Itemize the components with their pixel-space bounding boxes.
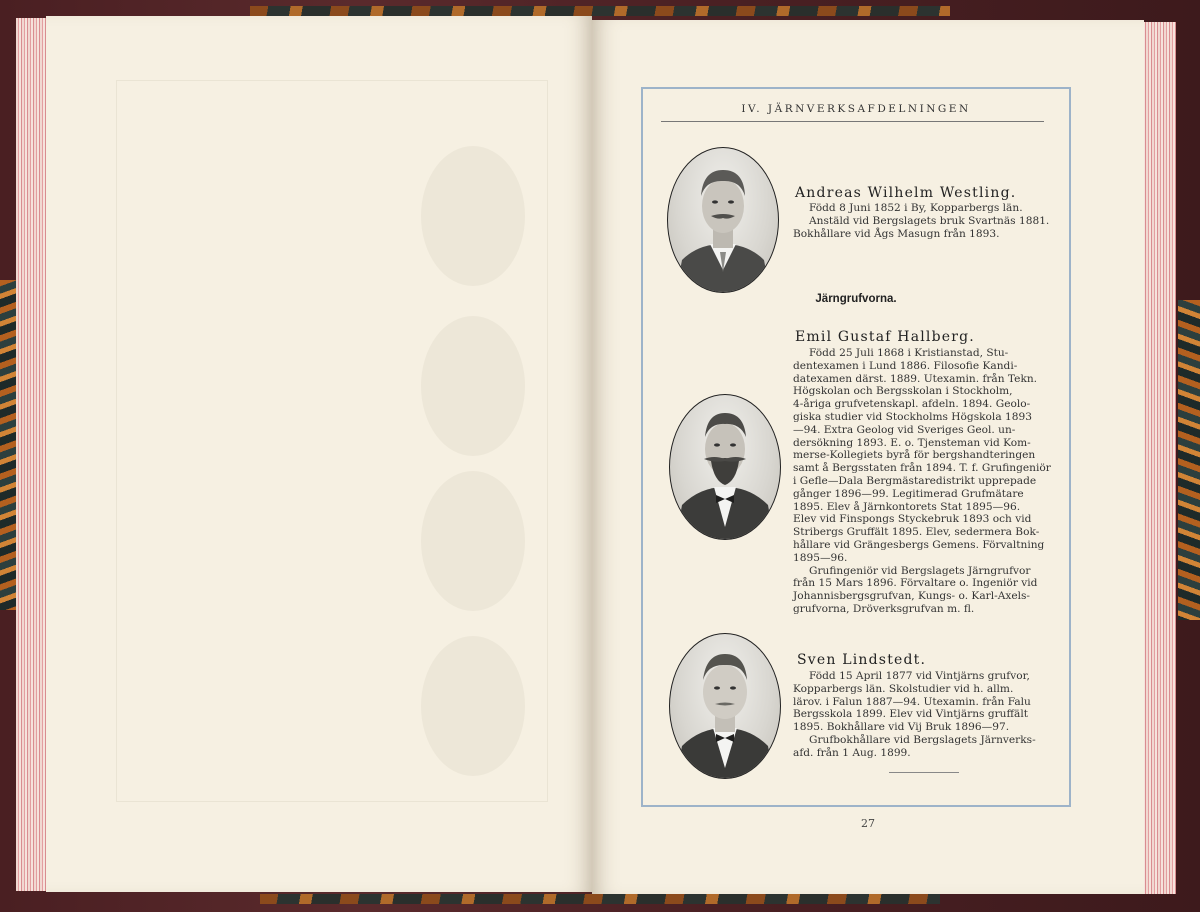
running-header: IV. JÄRNVERKSAFDELNINGEN	[741, 103, 971, 115]
bio-line: Johannisbergsgrufvan, Kungs- o. Karl-Axels-	[793, 590, 1030, 603]
bio-line: Kopparbergs län. Skolstudier vid h. allm.	[793, 682, 1014, 695]
page-number: 27	[861, 817, 875, 830]
bio-line: datexamen därst. 1889. Utexamin. från Tekn.	[793, 372, 1038, 385]
page-frame	[641, 87, 1071, 807]
bio-line: giska studier vid Stockholms Högskola 1893	[793, 410, 1032, 423]
end-rule	[889, 772, 959, 773]
entry-name: Andreas Wilhelm Westling.	[795, 185, 1017, 201]
bio-line: samt å Bergsstaten från 1894. T. f. Grufingeniör	[793, 462, 1051, 475]
bio-line: från 15 Mars 1896. Förvaltare o. Ingeniör vid	[793, 577, 1038, 590]
entry-name: Emil Gustaf Hallberg.	[795, 329, 975, 345]
left-page	[46, 16, 592, 892]
marbled-edge-bottom	[260, 894, 940, 904]
marbled-edge-top	[250, 6, 950, 16]
show-through-portrait	[421, 316, 525, 456]
marbled-edge-left	[0, 280, 16, 610]
bio-line: Högskolan och Bergsskolan i Stockholm,	[793, 385, 1013, 398]
bio-line: lärov. i Falun 1887—94. Utexamin. från Falu	[793, 695, 1031, 708]
section-heading: Järngrufvorna.	[815, 293, 897, 305]
bio-line: Född 8 Juni 1852 i By, Kopparbergs län.	[809, 202, 1023, 214]
bio-line: Stribergs Gruffält 1895. Elev, sedermera Bok-	[793, 526, 1040, 539]
bio-line: 4-åriga grufvetenskapl. afdeln. 1894. Geolo-	[793, 398, 1031, 411]
bio-line: 1895. Elev å Järnkontorets Stat 1895—96.	[793, 500, 1021, 513]
bio-line: hållare vid Grängesbergs Gemens. Förvaltning	[793, 538, 1045, 551]
entry-bio	[793, 347, 1055, 616]
show-through-portrait	[421, 636, 525, 776]
bio-line: Bergsskola 1899. Elev vid Vintjärns gruffält	[793, 708, 1028, 721]
entry-name: Sven Lindstedt.	[797, 652, 927, 668]
bio-line: 1895—96.	[793, 551, 848, 564]
portrait-hallberg	[669, 394, 781, 540]
bio-line: Anstäld vid Bergslagets bruk Svartnäs 1881.	[809, 214, 1050, 227]
bio-line: dentexamen i Lund 1886. Filosofie Kandi-	[793, 359, 1018, 372]
bio-line: Bokhållare vid Ågs Masugn från 1893.	[793, 227, 1000, 240]
show-through-portrait	[421, 471, 525, 611]
right-page	[592, 20, 1144, 894]
portrait-westling	[667, 147, 779, 293]
bio-line: Född 25 Juli 1868 i Kristianstad, Stu-	[809, 347, 1009, 359]
entry-bio	[793, 202, 1049, 240]
bio-line: Född 15 April 1877 vid Vintjärns grufvor,	[809, 670, 1030, 682]
bio-line: Grufbokhållare vid Bergslagets Järnverks-	[809, 733, 1036, 746]
bio-line: gånger 1896—99. Legitimerad Grufmätare	[793, 487, 1024, 500]
show-through-portrait	[421, 146, 525, 286]
header-rule	[661, 121, 1044, 122]
portrait-lindstedt	[669, 633, 781, 779]
bio-line: dersökning 1893. E. o. Tjensteman vid Kom-	[793, 436, 1031, 449]
bio-line: —94. Extra Geolog vid Sveriges Geol. un-	[793, 423, 1016, 436]
bio-line: Elev vid Finspongs Styckebruk 1893 och vid	[793, 513, 1032, 526]
bio-line: afd. från 1 Aug. 1899.	[793, 746, 911, 759]
bio-line: grufvorna, Dröverksgrufvan m. fl.	[793, 602, 975, 615]
entry-bio	[793, 670, 1036, 760]
bio-line: 1895. Bokhållare vid Vij Bruk 1896—97.	[793, 721, 1010, 734]
page-edges-left	[16, 18, 46, 891]
marbled-edge-right	[1178, 300, 1200, 620]
bio-line: Grufingeniör vid Bergslagets Järngrufvor	[809, 564, 1031, 577]
bio-line: i Gefle—Dala Bergmästaredistrikt upprepade	[793, 474, 1037, 487]
page-edges-right	[1140, 22, 1176, 894]
bio-line: merse-Kollegiets byrå för bergshandteringen	[793, 449, 1036, 462]
